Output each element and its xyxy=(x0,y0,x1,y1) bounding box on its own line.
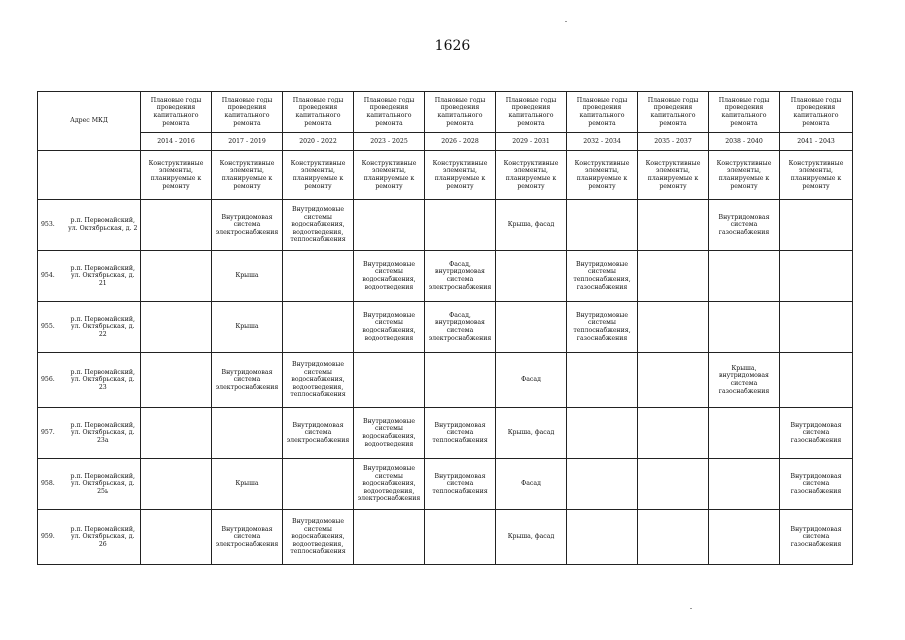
repair-elements-cell xyxy=(567,200,638,251)
repair-elements-cell xyxy=(425,200,496,251)
repair-elements-cell: Внутридомовая система электроснабжения xyxy=(212,510,283,565)
repair-elements-cell: Внутридомовые системы водоснабжения, водоотведения, электроснабжения xyxy=(354,459,425,510)
row-address: р.п. Первомайский, ул. Октябрьская, д. 21 xyxy=(66,251,141,302)
scan-speck xyxy=(565,21,567,22)
repair-elements-cell: Внутридомовые системы водоснабжения, водоотведения xyxy=(354,302,425,353)
period-header: 2029 - 2031 xyxy=(496,133,567,151)
table-row xyxy=(38,510,853,565)
repair-elements-cell: Фасад, внутридомовая система электроснабжения xyxy=(425,251,496,302)
row-address: р.п. Первомайский, ул. Октябрьская, д. 23а xyxy=(66,408,141,459)
repair-elements-cell xyxy=(283,459,354,510)
row-number: 955. xyxy=(38,302,66,353)
repair-elements-cell xyxy=(141,510,212,565)
repair-elements-cell: Фасад xyxy=(496,459,567,510)
table-row xyxy=(38,459,853,510)
repair-elements-cell xyxy=(638,459,709,510)
period-header: 2038 - 2040 xyxy=(709,133,780,151)
elements-header: Конструктивные элементы, планируемые к ремонту xyxy=(283,151,354,200)
header-row-periods xyxy=(38,133,853,151)
repair-elements-cell xyxy=(638,353,709,408)
repair-elements-cell: Крыша, внутридомовая система газоснабжения xyxy=(709,353,780,408)
repair-elements-cell: Крыша xyxy=(212,251,283,302)
period-header: 2032 - 2034 xyxy=(567,133,638,151)
repair-elements-cell xyxy=(567,408,638,459)
repair-elements-cell xyxy=(709,459,780,510)
period-header: 2041 - 2043 xyxy=(780,133,853,151)
planned-years-header: Плановые годы проведения капитального ремонта xyxy=(709,92,780,133)
elements-header: Конструктивные элементы, планируемые к ремонту xyxy=(567,151,638,200)
repair-elements-cell xyxy=(709,302,780,353)
address-header-blank xyxy=(38,151,141,200)
repair-elements-cell: Внутридомовая система теплоснабжения xyxy=(425,408,496,459)
repair-elements-cell: Крыша, фасад xyxy=(496,510,567,565)
repair-elements-cell: Внутридомовая система электроснабжения xyxy=(212,200,283,251)
repair-elements-cell: Внутридомовые системы теплоснабжения, газоснабжения xyxy=(567,302,638,353)
table-row xyxy=(38,200,853,251)
header-row-elements xyxy=(38,151,853,200)
capital-repair-schedule-table xyxy=(37,91,853,565)
period-header: 2035 - 2037 xyxy=(638,133,709,151)
repair-elements-cell xyxy=(567,510,638,565)
repair-elements-cell xyxy=(780,200,853,251)
repair-elements-cell: Внутридомовые системы водоснабжения, водоотведения xyxy=(354,408,425,459)
elements-header: Конструктивные элементы, планируемые к ремонту xyxy=(496,151,567,200)
repair-elements-cell xyxy=(709,510,780,565)
row-address: р.п. Первомайский, ул. Октябрьская, д. 22 xyxy=(66,302,141,353)
repair-elements-cell: Внутридомовые системы водоснабжения, водоотведения xyxy=(354,251,425,302)
repair-elements-cell xyxy=(354,510,425,565)
row-number: 956. xyxy=(38,353,66,408)
repair-elements-cell: Внутридомовая система газоснабжения xyxy=(780,459,853,510)
address-column-header: Адрес МКД xyxy=(38,92,141,151)
repair-elements-cell xyxy=(425,353,496,408)
repair-elements-cell xyxy=(354,200,425,251)
planned-years-header: Плановые годы проведения капитального ремонта xyxy=(354,92,425,133)
repair-elements-cell xyxy=(709,408,780,459)
planned-years-header: Плановые годы проведения капитального ремонта xyxy=(638,92,709,133)
scan-speck xyxy=(690,608,692,609)
repair-elements-cell xyxy=(567,353,638,408)
period-header: 2026 - 2028 xyxy=(425,133,496,151)
repair-elements-cell xyxy=(780,302,853,353)
repair-elements-cell xyxy=(141,353,212,408)
table-row xyxy=(38,353,853,408)
repair-elements-cell: Внутридомовая система электроснабжения xyxy=(283,408,354,459)
repair-elements-cell xyxy=(354,353,425,408)
table-header xyxy=(38,92,853,200)
planned-years-header: Плановые годы проведения капитального ремонта xyxy=(425,92,496,133)
repair-elements-cell xyxy=(638,200,709,251)
repair-elements-cell: Внутридомовые системы водоснабжения, водоотведения, теплоснабжения xyxy=(283,510,354,565)
row-number: 959. xyxy=(38,510,66,565)
repair-elements-cell xyxy=(141,251,212,302)
table-row xyxy=(38,408,853,459)
elements-header: Конструктивные элементы, планируемые к ремонту xyxy=(141,151,212,200)
table-row xyxy=(38,302,853,353)
period-header: 2023 - 2025 xyxy=(354,133,425,151)
planned-years-header: Плановые годы проведения капитального ремонта xyxy=(212,92,283,133)
repair-elements-cell: Крыша xyxy=(212,302,283,353)
elements-header: Конструктивные элементы, планируемые к ремонту xyxy=(638,151,709,200)
repair-elements-cell xyxy=(496,302,567,353)
repair-elements-cell xyxy=(141,408,212,459)
row-address: р.п. Первомайский, ул. Октябрьская, д. 25ь xyxy=(66,459,141,510)
row-number: 953. xyxy=(38,200,66,251)
elements-header: Конструктивные элементы, планируемые к ремонту xyxy=(780,151,853,200)
repair-elements-cell: Фасад xyxy=(496,353,567,408)
repair-elements-cell xyxy=(283,251,354,302)
page-number: 1626 xyxy=(434,38,471,54)
repair-elements-cell xyxy=(638,510,709,565)
repair-elements-cell: Крыша, фасад xyxy=(496,408,567,459)
repair-elements-cell: Внутридомовые системы водоснабжения, водоотведения, теплоснабжения xyxy=(283,200,354,251)
repair-elements-cell xyxy=(780,353,853,408)
repair-elements-cell: Крыша xyxy=(212,459,283,510)
repair-elements-cell: Внутридомовая система электроснабжения xyxy=(212,353,283,408)
row-address: р.п. Первомайский, ул. Октябрьская, д. 23 xyxy=(66,353,141,408)
planned-years-header: Плановые годы проведения капитального ремонта xyxy=(567,92,638,133)
period-header: 2020 - 2022 xyxy=(283,133,354,151)
row-number: 957. xyxy=(38,408,66,459)
elements-header: Конструктивные элементы, планируемые к ремонту xyxy=(425,151,496,200)
planned-years-header: Плановые годы проведения капитального ремонта xyxy=(496,92,567,133)
table-row xyxy=(38,251,853,302)
header-row-planned-years xyxy=(38,92,853,133)
repair-elements-cell: Внутридомовая система газоснабжения xyxy=(780,510,853,565)
row-address: р.п. Первомайский, ул. Октябрьская, д. 26 xyxy=(66,510,141,565)
repair-elements-cell xyxy=(638,408,709,459)
repair-elements-cell xyxy=(567,459,638,510)
repair-elements-cell xyxy=(212,408,283,459)
elements-header: Конструктивные элементы, планируемые к ремонту xyxy=(709,151,780,200)
repair-elements-cell: Внутридомовая система газоснабжения xyxy=(780,408,853,459)
repair-elements-cell xyxy=(638,251,709,302)
repair-elements-cell: Внутридомовая система теплоснабжения xyxy=(425,459,496,510)
row-number: 954. xyxy=(38,251,66,302)
elements-header: Конструктивные элементы, планируемые к ремонту xyxy=(354,151,425,200)
repair-elements-cell: Внутридомовые системы водоснабжения, водоотведения, теплоснабжения xyxy=(283,353,354,408)
planned-years-header: Плановые годы проведения капитального ремонта xyxy=(283,92,354,133)
repair-elements-cell xyxy=(141,200,212,251)
period-header: 2017 - 2019 xyxy=(212,133,283,151)
repair-elements-cell: Внутридомовая система газоснабжения xyxy=(709,200,780,251)
repair-elements-cell xyxy=(496,251,567,302)
planned-years-header: Плановые годы проведения капитального ремонта xyxy=(141,92,212,133)
repair-elements-cell: Фасад, внутридомовая система электроснабжения xyxy=(425,302,496,353)
planned-years-header: Плановые годы проведения капитального ремонта xyxy=(780,92,853,133)
repair-elements-cell xyxy=(638,302,709,353)
repair-elements-cell xyxy=(141,459,212,510)
elements-header: Конструктивные элементы, планируемые к ремонту xyxy=(212,151,283,200)
repair-elements-cell: Внутридомовые системы теплоснабжения, газоснабжения xyxy=(567,251,638,302)
repair-elements-cell: Крыша, фасад xyxy=(496,200,567,251)
repair-elements-cell xyxy=(141,302,212,353)
period-header: 2014 - 2016 xyxy=(141,133,212,151)
repair-elements-cell xyxy=(425,510,496,565)
row-number: 958. xyxy=(38,459,66,510)
repair-elements-cell xyxy=(283,302,354,353)
table-body xyxy=(38,200,853,565)
repair-elements-cell xyxy=(780,251,853,302)
row-address: р.п. Первомайский, ул. Октябрьская, д. 2 xyxy=(66,200,141,251)
repair-elements-cell xyxy=(709,251,780,302)
